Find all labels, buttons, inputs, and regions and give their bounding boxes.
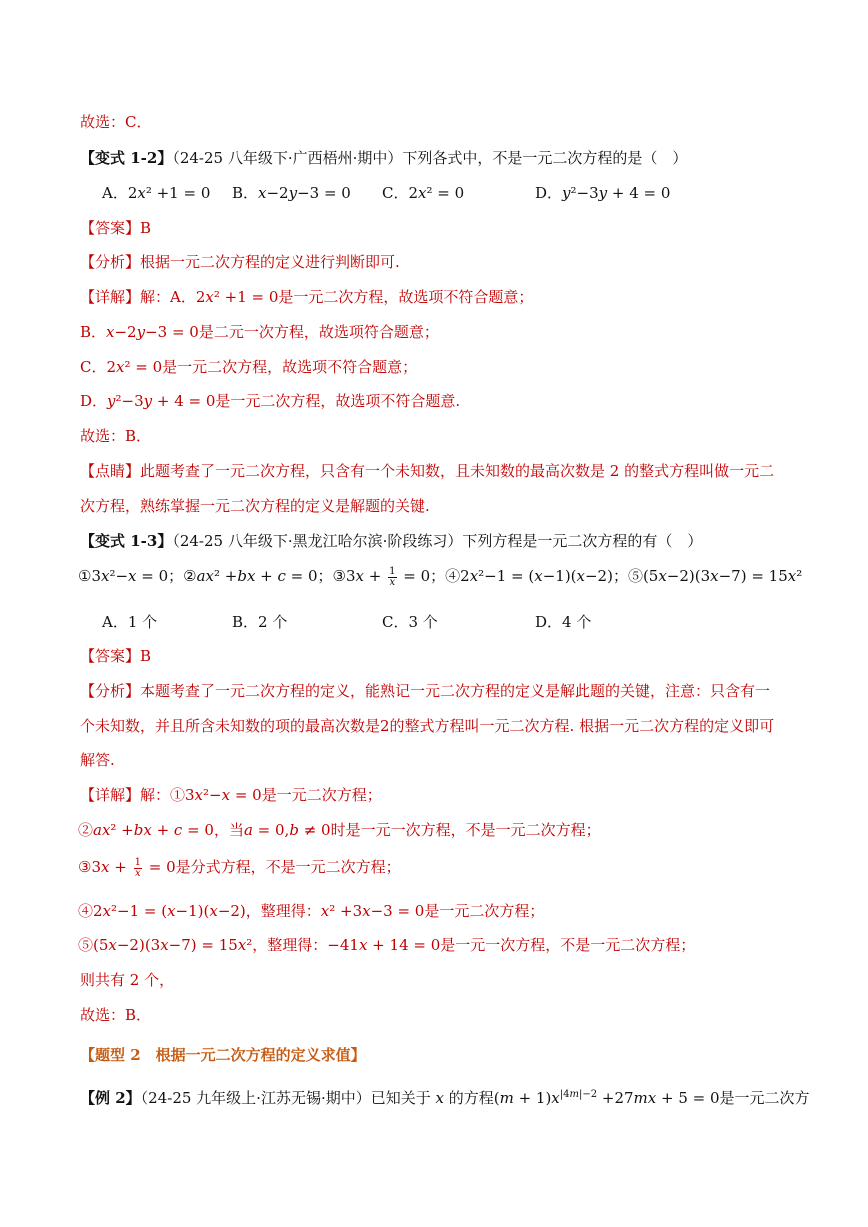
analysis-text: 本题考查了一元二次方程的定义，能熟记一元二次方程的定义是解此题的关键，注意：只含有一 bbox=[140, 682, 771, 700]
exponent: |4𝑚|−2 bbox=[559, 1089, 598, 1100]
detail-tag: 【详解】 bbox=[80, 288, 141, 306]
detail-line bbox=[80, 287, 533, 307]
comment-text: 此题考查了一元二次方程，只含有一个未知数，且未知数的最高次数是 2 的整式方程叫做一元二 bbox=[140, 462, 775, 480]
fraction-denominator: 𝑥 bbox=[389, 576, 396, 588]
option-a: A．2𝑥² +1 = 0 bbox=[102, 184, 211, 202]
analysis-tag: 【分析】 bbox=[80, 682, 141, 700]
detail-line-2 bbox=[80, 785, 382, 805]
detail-2c-part2: = 0是分式方程，不是一元二次方程； bbox=[148, 858, 401, 876]
example-tag: 【例 2】 bbox=[80, 1089, 141, 1107]
option-c: C．2𝑥² = 0 bbox=[382, 184, 465, 202]
comment-line bbox=[80, 461, 774, 481]
detail-line-c: C．2𝑥² = 0是一元二次方程，故选项不符合题意； bbox=[80, 358, 418, 376]
total-count-line: 则共有 2 个， bbox=[80, 971, 175, 989]
comment-line-2: 次方程，熟练掌握一元二次方程的定义是解题的关键. bbox=[80, 497, 430, 515]
detail-line-d: D．𝑦²−3𝑦 + 4 = 0是一元二次方程，故选项不符合题意. bbox=[80, 392, 461, 410]
question-text-cont: +27𝑚𝑥 + 5 = 0是一元二次方 bbox=[597, 1089, 810, 1107]
question-text: 已知关于 𝑥 的方程(𝑚 + 1)𝑥 bbox=[370, 1089, 560, 1107]
answer-line: 【答案】B bbox=[80, 219, 152, 237]
equation-list-part2: = 0；④2𝑥²−1 = (𝑥−1)(𝑥−2)；⑤(5𝑥−2)(3𝑥−7) = 15𝑥² bbox=[403, 567, 803, 585]
option-a: A．1 个 bbox=[102, 613, 158, 631]
source-note: （24-25 八年级下·广西梧州·期中） bbox=[172, 149, 403, 167]
fraction-denominator: 𝑥 bbox=[134, 867, 141, 879]
detail-line-2b: ②𝑎𝑥² +𝑏𝑥 + 𝑐 = 0，当𝑎 = 0,𝑏 ≠ 0时是一元一次方程，不是一元二次方程； bbox=[78, 821, 601, 839]
source-note: （24-25 九年级上·江苏无锡·期中） bbox=[140, 1089, 371, 1107]
answer-selection-c: 故选：C． bbox=[80, 113, 152, 131]
detail-tag: 【详解】 bbox=[80, 786, 141, 804]
fraction-numerator: 1 bbox=[134, 856, 141, 868]
analysis-line-2 bbox=[80, 681, 770, 701]
variant-1-2-question bbox=[80, 148, 687, 168]
fraction-numerator: 1 bbox=[389, 565, 396, 577]
detail-text: 解：①3𝑥²−𝑥 = 0是一元二次方程； bbox=[140, 786, 382, 804]
selection-line-2: 故选：B． bbox=[80, 1006, 152, 1024]
analysis-line-2c: 解答. bbox=[80, 751, 115, 769]
detail-2c-part1: ③3𝑥 + bbox=[78, 858, 127, 876]
option-b: B．𝑥−2𝑦−3 = 0 bbox=[232, 184, 351, 202]
option-d: D．4 个 bbox=[535, 613, 592, 631]
analysis-line bbox=[80, 252, 400, 272]
option-d: D．𝑦²−3𝑦 + 4 = 0 bbox=[535, 184, 671, 202]
fraction-one-over-x bbox=[388, 567, 396, 588]
analysis-line-2b: 个未知数，并且所含未知数的项的最高次数是2的整式方程叫一元二次方程. 根据一元二次方程的定义即可 bbox=[80, 717, 775, 735]
analysis-tag: 【分析】 bbox=[80, 253, 141, 271]
variant-1-3-question bbox=[80, 531, 702, 551]
detail-line-b: B．𝑥−2𝑦−3 = 0是二元一次方程，故选项符合题意； bbox=[80, 323, 439, 341]
answer-line-2: 【答案】B bbox=[80, 647, 152, 665]
example-2-question bbox=[80, 1085, 810, 1108]
option-c: C．3 个 bbox=[382, 613, 438, 631]
question-text: 下列各式中，不是一元二次方程的是（ ） bbox=[402, 149, 688, 167]
variant-tag: 【变式 1-3】 bbox=[80, 532, 173, 550]
variant-tag: 【变式 1-2】 bbox=[80, 149, 173, 167]
fraction-one-over-x bbox=[134, 858, 142, 879]
detail-text: 解：A．2𝑥² +1 = 0是一元二次方程，故选项不符合题意； bbox=[140, 288, 534, 306]
detail-line-2c bbox=[78, 857, 401, 879]
equation-list-part1: ①3𝑥²−𝑥 = 0；②𝑎𝑥² +𝑏𝑥 + 𝑐 = 0；③3𝑥 + bbox=[78, 567, 382, 585]
selection-line: 故选：B． bbox=[80, 427, 152, 445]
detail-line-2e: ⑤(5𝑥−2)(3𝑥−7) = 15𝑥²，整理得：−41𝑥 + 14 = 0是一元一次方程，不是一元二次方程； bbox=[78, 936, 696, 954]
option-b: B．2 个 bbox=[232, 613, 288, 631]
section-heading: 【题型 2 根据一元二次方程的定义求值】 bbox=[80, 1046, 366, 1064]
equation-list bbox=[78, 566, 802, 588]
analysis-text: 根据一元二次方程的定义进行判断即可. bbox=[140, 253, 400, 271]
source-note: （24-25 八年级下·黑龙江哈尔滨·阶段练习） bbox=[172, 532, 463, 550]
question-text: 下列方程是一元二次方程的有（ ） bbox=[462, 532, 703, 550]
detail-line-2d: ④2𝑥²−1 = (𝑥−1)(𝑥−2)，整理得：𝑥² +3𝑥−3 = 0是一元二次方程； bbox=[78, 902, 545, 920]
comment-tag: 【点睛】 bbox=[80, 462, 141, 480]
